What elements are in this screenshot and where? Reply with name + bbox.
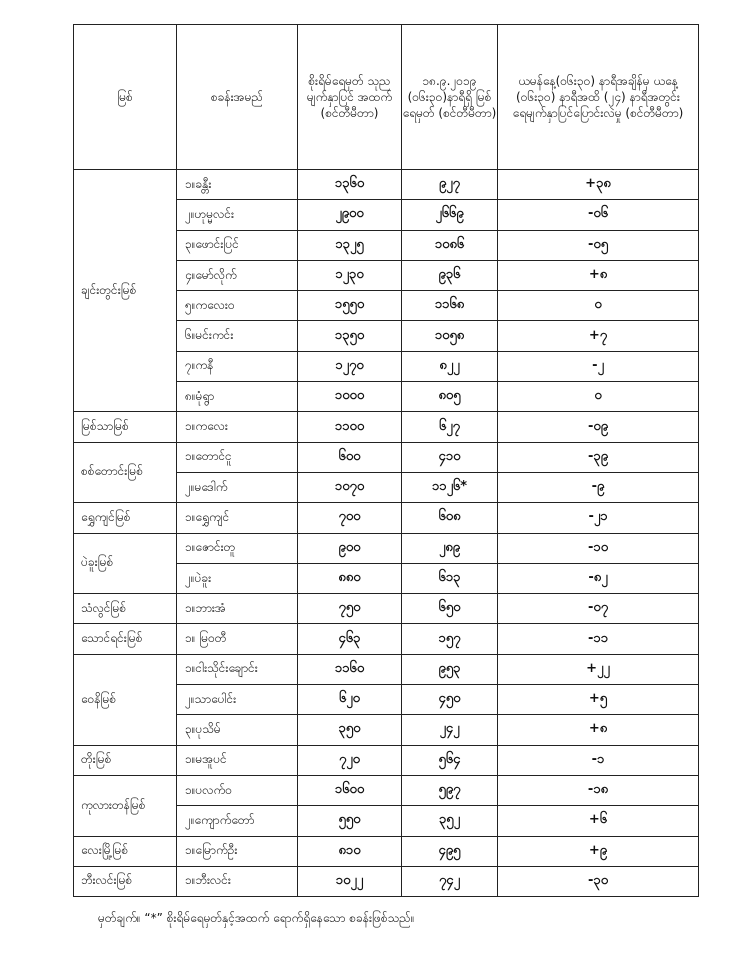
station-cell: ၇။ကနီ xyxy=(177,351,298,381)
danger-level-cell: ၈၈၀ xyxy=(298,563,402,593)
danger-level-cell: ၁၂၇၀ xyxy=(298,351,402,381)
change-cell: -၃၀ xyxy=(498,866,699,896)
change-cell: -၁၀ xyxy=(498,533,699,563)
change-cell: -၀၆ xyxy=(498,200,699,230)
station-cell: ၁။ကလေး xyxy=(177,412,298,442)
danger-level-cell: ၁၆၀၀ xyxy=(298,775,402,805)
current-level-cell: ၈၀၅ xyxy=(402,382,498,412)
current-level-cell: ၆၂၇ xyxy=(402,412,498,442)
table-row xyxy=(74,442,699,472)
header-row xyxy=(74,25,699,170)
station-cell: ၂။ဟုမ္မလင်း xyxy=(177,200,298,230)
river-name-cell: စစ်တောင်းမြစ် xyxy=(74,442,177,503)
station-cell: ၁။ငါးသိုင်းချောင်း xyxy=(177,654,298,684)
current-level-cell: ၂၈၉ xyxy=(402,533,498,563)
station-cell: ၄။မော်လိုက် xyxy=(177,260,298,290)
station-cell: ၂။ကျောက်တော် xyxy=(177,806,298,836)
change-cell: ၀ xyxy=(498,382,699,412)
river-name-cell: သံလွင်မြစ် xyxy=(74,594,177,624)
current-level-cell: ၆၅၀ xyxy=(402,594,498,624)
station-cell: ၁။ရွှေကျင် xyxy=(177,503,298,533)
change-cell: +၇ xyxy=(498,321,699,351)
table-row xyxy=(74,654,699,684)
current-level-cell: ၈၂၂ xyxy=(402,351,498,381)
station-cell: ၃။ပုသိမ် xyxy=(177,715,298,745)
table-row xyxy=(74,533,699,563)
danger-level-cell: ၇၂၀ xyxy=(298,745,402,775)
river-name-cell: ဝေနိမြစ် xyxy=(74,654,177,745)
table-row xyxy=(74,594,699,624)
change-cell: ၀ xyxy=(498,291,699,321)
change-cell: -၁၈ xyxy=(498,775,699,805)
current-level-cell: ၄၅၀ xyxy=(402,685,498,715)
danger-level-cell: ၁၂၃၀ xyxy=(298,260,402,290)
change-cell: -၁၁ xyxy=(498,624,699,654)
danger-level-cell: ၆၂၀ xyxy=(298,685,402,715)
current-level-cell: ၅၆၄ xyxy=(402,745,498,775)
station-cell: ၁။မအူပင် xyxy=(177,745,298,775)
change-cell: +၅ xyxy=(498,685,699,715)
station-cell: ၁။တောင်ငူ xyxy=(177,442,298,472)
table-row xyxy=(74,170,699,200)
change-cell: +၂၂ xyxy=(498,654,699,684)
change-cell: -၉ xyxy=(498,472,699,502)
current-level-cell: ၁၁၂၆* xyxy=(402,472,498,502)
change-cell: -၂ xyxy=(498,351,699,381)
station-cell: ၆။မင်းကင်း xyxy=(177,321,298,351)
table-row xyxy=(74,503,699,533)
river-name-cell: ရွှေကျင်မြစ် xyxy=(74,503,177,533)
river-name-cell: ကုလားတန်မြစ် xyxy=(74,775,177,836)
table-row xyxy=(74,412,699,442)
change-cell: -၂၁ xyxy=(498,503,699,533)
danger-level-cell: ၁၀၇၀ xyxy=(298,472,402,502)
table-row xyxy=(74,775,699,805)
change-cell: +၈ xyxy=(498,260,699,290)
current-level-cell: ၉၂၇ xyxy=(402,170,498,200)
current-level-cell: ၆၁၃ xyxy=(402,563,498,593)
danger-level-cell: ၇၅၀ xyxy=(298,594,402,624)
current-level-cell: ၁၀၅၈ xyxy=(402,321,498,351)
danger-level-cell: ၈၁၀ xyxy=(298,836,402,866)
change-cell: -၃၉ xyxy=(498,442,699,472)
current-level-cell: ၇၄၂ xyxy=(402,866,498,896)
danger-level-cell: ၁၀၀၀ xyxy=(298,382,402,412)
header-current-level: ၁၈.၉.၂၀၁၉ (၀၆း၃၀)နာရီရှိ မြစ်ရေမှတ် (စင်တီမီတာ) xyxy=(402,25,498,170)
change-cell: -၀၇ xyxy=(498,594,699,624)
river-name-cell: သောင်ရင်းမြစ် xyxy=(74,624,177,654)
river-name-cell: ပဲခူးမြစ် xyxy=(74,533,177,594)
river-name-cell: မြစ်သာမြစ် xyxy=(74,412,177,442)
current-level-cell: ၁၁၆၈ xyxy=(402,291,498,321)
danger-level-cell: ၅၅၀ xyxy=(298,806,402,836)
river-level-table xyxy=(73,24,698,897)
header-station: စခန်းအမည် xyxy=(177,25,298,170)
danger-level-cell: ၁၁၆၀ xyxy=(298,654,402,684)
current-level-cell: ၂၄၂ xyxy=(402,715,498,745)
change-cell: -၈၂ xyxy=(498,563,699,593)
station-cell: ၁။မြောက်ဦး xyxy=(177,836,298,866)
current-level-cell: ၂၆၆၉ xyxy=(402,200,498,230)
table-row xyxy=(74,836,699,866)
current-level-cell: ၆၀၈ xyxy=(402,503,498,533)
danger-level-cell: ၉၀၀ xyxy=(298,533,402,563)
change-cell: -၁ xyxy=(498,745,699,775)
danger-level-cell: ၁၃၅၀ xyxy=(298,321,402,351)
danger-level-cell: ၁၁၀၀ xyxy=(298,412,402,442)
danger-level-cell: ၃၅၀ xyxy=(298,715,402,745)
current-level-cell: ၁၅၇ xyxy=(402,624,498,654)
station-cell: ၁။ဘားအံ xyxy=(177,594,298,624)
current-level-cell: ၅၉၇ xyxy=(402,775,498,805)
danger-level-cell: ၇၀၀ xyxy=(298,503,402,533)
table-row xyxy=(74,866,699,896)
station-cell: ၁။ မြဝတီ xyxy=(177,624,298,654)
footnote: မှတ်ချက်။ “*” စိုးရိမ်ရေမှတ်နှင့်အထက် ရောက်ရှိနေသော စခန်းဖြစ်သည်။ xyxy=(98,911,415,925)
station-cell: ၈။မုံရွာ xyxy=(177,382,298,412)
river-name-cell: ဘီးလင်းမြစ် xyxy=(74,866,177,896)
current-level-cell: ၄၉၅ xyxy=(402,836,498,866)
danger-level-cell: ၆၀၀ xyxy=(298,442,402,472)
change-cell: +၈ xyxy=(498,715,699,745)
change-cell: -၀၉ xyxy=(498,412,699,442)
table-row xyxy=(74,624,699,654)
change-cell: +၃၈ xyxy=(498,170,699,200)
danger-level-cell: ၄၆၃ xyxy=(298,624,402,654)
danger-level-cell: ၂၉၀၀ xyxy=(298,200,402,230)
danger-level-cell: ၁၃၂၅ xyxy=(298,230,402,260)
header-river: မြစ် xyxy=(74,25,177,170)
change-cell: +၆ xyxy=(498,806,699,836)
change-cell: -၀၅ xyxy=(498,230,699,260)
danger-level-cell: ၁၃၆၀ xyxy=(298,170,402,200)
station-cell: ၁။ဇောင်းတူ xyxy=(177,533,298,563)
station-cell: ၁။ဘီးလင်း xyxy=(177,866,298,896)
river-name-cell: ချင်းတွင်းမြစ် xyxy=(74,170,177,412)
current-level-cell: ၉၃၆ xyxy=(402,260,498,290)
station-cell: ၁။ခန္တီး xyxy=(177,170,298,200)
river-name-cell: လေးမြို့မြစ် xyxy=(74,836,177,866)
header-danger-level: စိုးရိမ်ရေမှတ် သုည မျက်နှာပြင် အထက် (စင်တီမီတာ) xyxy=(298,25,402,170)
river-name-cell: တိုးမြစ် xyxy=(74,745,177,775)
danger-level-cell: ၁၀၂၂ xyxy=(298,866,402,896)
current-level-cell: ၁၀၈၆ xyxy=(402,230,498,260)
table-body xyxy=(74,170,699,897)
table-row xyxy=(74,745,699,775)
current-level-cell: ၄၁၀ xyxy=(402,442,498,472)
station-cell: ၃။ဖောင်းပြင် xyxy=(177,230,298,260)
station-cell: ၂။မဒေါက် xyxy=(177,472,298,502)
current-level-cell: ၃၅၂ xyxy=(402,806,498,836)
danger-level-cell: ၁၅၅၀ xyxy=(298,291,402,321)
change-cell: +၉ xyxy=(498,836,699,866)
current-level-cell: ၉၅၃ xyxy=(402,654,498,684)
station-cell: ၅။ကလေးဝ xyxy=(177,291,298,321)
station-cell: ၂။သာပေါင်း xyxy=(177,685,298,715)
header-change: ယမန်နေ့(၀၆း၃၀) နာရီအချိန်မှ ယနေ့ (၀၆း၃၀) နာရီအထိ (၂၄) နာရီအတွင်း ရေမျက်နှာပြင်ပြောင်းလဲမှု (စင်တီမီတာ) xyxy=(498,25,699,170)
station-cell: ၁။ပလက်ဝ xyxy=(177,775,298,805)
station-cell: ၂။ပဲခူး xyxy=(177,563,298,593)
